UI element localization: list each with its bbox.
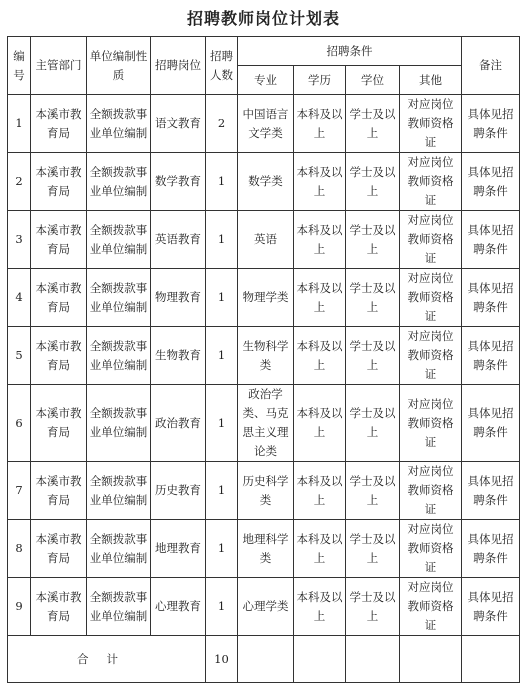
- cell-nature: 全额拨款事业单位编制: [87, 327, 151, 385]
- cell-other: 对应岗位教师资格证: [400, 95, 462, 153]
- cell-position: 数学教育: [151, 153, 206, 211]
- table-row: [8, 385, 520, 462]
- cell-major: 政治学类、马克思主义理论类: [238, 385, 294, 462]
- cell-degree: 学士及以上: [346, 520, 400, 578]
- cell-nature: 全额拨款事业单位编制: [87, 520, 151, 578]
- cell-dept: 本溪市教育局: [31, 153, 87, 211]
- cell-major: 数学类: [238, 153, 294, 211]
- cell-remarks: 具体见招聘条件: [462, 95, 520, 153]
- page-title: 招聘教师岗位计划表: [186, 9, 340, 28]
- cell-dept: 本溪市教育局: [31, 578, 87, 636]
- cell-count: 1: [206, 327, 238, 385]
- cell-position: 政治教育: [151, 385, 206, 462]
- cell-remarks: 具体见招聘条件: [462, 327, 520, 385]
- total-count: 10: [206, 636, 238, 683]
- cell-nature: 全额拨款事业单位编制: [87, 211, 151, 269]
- cell-other: 对应岗位教师资格证: [400, 385, 462, 462]
- total-empty-cell: [462, 636, 520, 683]
- cell-degree: 学士及以上: [346, 462, 400, 520]
- header-conditions: 招聘条件: [238, 37, 462, 66]
- cell-degree: 学士及以上: [346, 211, 400, 269]
- cell-remarks: 具体见招聘条件: [462, 462, 520, 520]
- cell-major: 地理科学类: [238, 520, 294, 578]
- cell-count: 1: [206, 578, 238, 636]
- cell-education: 本科及以上: [294, 520, 346, 578]
- table-row: [8, 520, 520, 578]
- cell-education: 本科及以上: [294, 95, 346, 153]
- cell-other: 对应岗位教师资格证: [400, 269, 462, 327]
- header-position: 招聘岗位: [151, 37, 206, 95]
- cell-no: 2: [8, 153, 31, 211]
- table-row: [8, 578, 520, 636]
- cell-nature: 全额拨款事业单位编制: [87, 269, 151, 327]
- cell-position: 历史教育: [151, 462, 206, 520]
- table-row: [8, 211, 520, 269]
- cell-degree: 学士及以上: [346, 95, 400, 153]
- cell-count: 2: [206, 95, 238, 153]
- cell-education: 本科及以上: [294, 385, 346, 462]
- cell-count: 1: [206, 462, 238, 520]
- total-empty-cell: [294, 636, 346, 683]
- cell-education: 本科及以上: [294, 327, 346, 385]
- cell-position: 英语教育: [151, 211, 206, 269]
- cell-education: 本科及以上: [294, 578, 346, 636]
- cell-remarks: 具体见招聘条件: [462, 385, 520, 462]
- header-dept: 主管部门: [31, 37, 87, 95]
- cell-position: 语文教育: [151, 95, 206, 153]
- cell-no: 5: [8, 327, 31, 385]
- header-other: 其他: [400, 66, 462, 95]
- cell-position: 物理教育: [151, 269, 206, 327]
- cell-dept: 本溪市教育局: [31, 462, 87, 520]
- cell-position: 心理教育: [151, 578, 206, 636]
- header-unit-nature: 单位编制性质: [87, 37, 151, 95]
- header-no: 编号: [8, 37, 31, 95]
- cell-education: 本科及以上: [294, 211, 346, 269]
- cell-nature: 全额拨款事业单位编制: [87, 153, 151, 211]
- cell-nature: 全额拨款事业单位编制: [87, 462, 151, 520]
- cell-other: 对应岗位教师资格证: [400, 211, 462, 269]
- header-degree: 学位: [346, 66, 400, 95]
- cell-major: 中国语言文学类: [238, 95, 294, 153]
- cell-position: 生物教育: [151, 327, 206, 385]
- cell-education: 本科及以上: [294, 269, 346, 327]
- cell-no: 3: [8, 211, 31, 269]
- cell-degree: 学士及以上: [346, 153, 400, 211]
- cell-major: 物理学类: [238, 269, 294, 327]
- total-empty-cell: [346, 636, 400, 683]
- cell-other: 对应岗位教师资格证: [400, 153, 462, 211]
- cell-other: 对应岗位教师资格证: [400, 327, 462, 385]
- cell-dept: 本溪市教育局: [31, 520, 87, 578]
- cell-education: 本科及以上: [294, 462, 346, 520]
- total-empty-cell: [400, 636, 462, 683]
- cell-degree: 学士及以上: [346, 578, 400, 636]
- header-major: 专业: [238, 66, 294, 95]
- cell-major: 心理学类: [238, 578, 294, 636]
- cell-count: 1: [206, 520, 238, 578]
- total-empty-cell: [238, 636, 294, 683]
- total-row: [8, 636, 520, 683]
- header-remarks: 备注: [462, 37, 520, 95]
- table-row: [8, 269, 520, 327]
- cell-remarks: 具体见招聘条件: [462, 520, 520, 578]
- cell-no: 1: [8, 95, 31, 153]
- header-education: 学历: [294, 66, 346, 95]
- cell-major: 生物科学类: [238, 327, 294, 385]
- cell-no: 8: [8, 520, 31, 578]
- table-row: [8, 462, 520, 520]
- cell-other: 对应岗位教师资格证: [400, 462, 462, 520]
- cell-other: 对应岗位教师资格证: [400, 520, 462, 578]
- cell-position: 地理教育: [151, 520, 206, 578]
- table-row: [8, 95, 520, 153]
- cell-count: 1: [206, 153, 238, 211]
- cell-remarks: 具体见招聘条件: [462, 153, 520, 211]
- table-row: [8, 327, 520, 385]
- cell-degree: 学士及以上: [346, 269, 400, 327]
- cell-count: 1: [206, 385, 238, 462]
- cell-major: 英语: [238, 211, 294, 269]
- cell-nature: 全额拨款事业单位编制: [87, 385, 151, 462]
- recruitment-plan-table: [7, 36, 520, 683]
- cell-remarks: 具体见招聘条件: [462, 211, 520, 269]
- cell-dept: 本溪市教育局: [31, 211, 87, 269]
- cell-nature: 全额拨款事业单位编制: [87, 95, 151, 153]
- cell-major: 历史科学类: [238, 462, 294, 520]
- cell-nature: 全额拨款事业单位编制: [87, 578, 151, 636]
- table-row: [8, 153, 520, 211]
- cell-degree: 学士及以上: [346, 327, 400, 385]
- cell-remarks: 具体见招聘条件: [462, 269, 520, 327]
- cell-no: 4: [8, 269, 31, 327]
- cell-remarks: 具体见招聘条件: [462, 578, 520, 636]
- cell-other: 对应岗位教师资格证: [400, 578, 462, 636]
- cell-no: 7: [8, 462, 31, 520]
- header-row-1: [8, 37, 520, 66]
- cell-dept: 本溪市教育局: [31, 327, 87, 385]
- cell-dept: 本溪市教育局: [31, 385, 87, 462]
- cell-education: 本科及以上: [294, 153, 346, 211]
- cell-dept: 本溪市教育局: [31, 95, 87, 153]
- cell-degree: 学士及以上: [346, 385, 400, 462]
- cell-no: 6: [8, 385, 31, 462]
- cell-no: 9: [8, 578, 31, 636]
- header-count: 招聘人数: [206, 37, 238, 95]
- cell-count: 1: [206, 269, 238, 327]
- cell-dept: 本溪市教育局: [31, 269, 87, 327]
- total-label: 合计: [8, 636, 206, 683]
- cell-count: 1: [206, 211, 238, 269]
